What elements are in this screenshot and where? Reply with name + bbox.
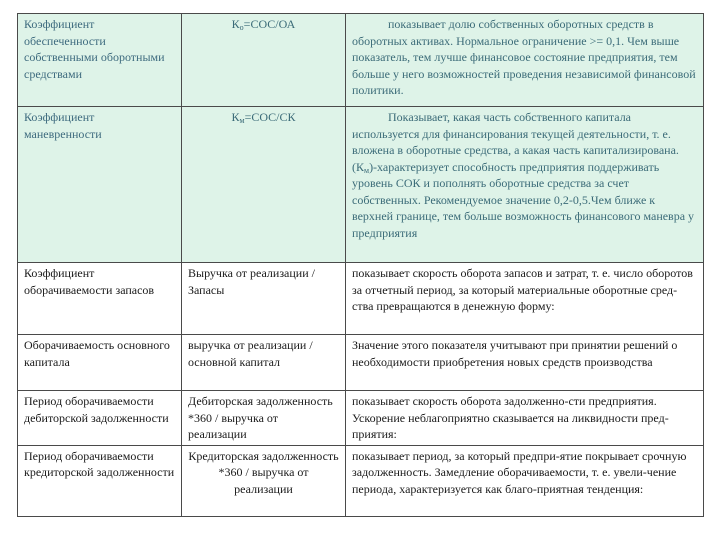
description-text: Показывает, какая часть собственного капитала используется для финансирования текущей деятельности, т. е. вложена в оборотные средства, а какая часть капитализирована. (К [352,110,679,174]
formula-expression: =СОС/ОА [243,17,296,31]
formula-symbol: К [231,17,240,31]
description-text-continued: )-характеризует способность предприятия поддерживать уровень СОК и пополнять оборотные средства за счет собственных. Рекомендуемое значение 0,2-0,5.Чем ближе к верхней границе, тем больше возможность финансового маневра у предприятия [352,159,695,240]
formula-subscript: м [239,116,245,125]
ratio-formula: Выручка от реализации /Запасы [182,263,346,335]
description-text: показывает долю собственных оборотных средств в оборотных активах. Нормальное ограничение >= 0,1. Чем выше показатель, тем лучше финансовое состояние предприятия, тем больше у него возможностей проведения независимой финансовой политики. [352,17,696,97]
formula-subscript: о [239,23,244,32]
table-row [18,335,704,391]
table-row [18,391,704,446]
ratio-description [346,107,704,263]
ratio-formula: Дебиторская задолженность *360 / выручка от реализации [182,391,346,446]
ratio-name: Период оборачиваемости кредиторской задолженности [18,445,182,516]
ratio-name: Оборачиваемость основного капитала [18,335,182,391]
formula-expression: =СОС/СК [244,110,296,124]
ratio-description: Значение этого показателя учитывают при принятии решений о необходимости приобретения новых средств производства [346,335,704,391]
ratio-description: показывает период, за который предпри-ятие покрывает срочную задолженность. Замедление оборачиваемости, т. е. увели-чение периода, характеризуется как благо-приятная тенденция: [346,445,704,516]
table-row [18,14,704,107]
ratio-name: Коэффициент обеспеченности собственными оборотными средствами [18,14,182,107]
ratio-name: Коэффициент оборачиваемости запасов [18,263,182,335]
description-subscript: м [364,165,370,175]
ratio-description: показывает скорость оборота задолженно-сти предприятия. Ускорение неблагоприятно сказывается на ликвидности пред-приятия: [346,391,704,446]
ratio-formula: Кредиторская задолженность *360 / выручка от реализации [182,445,346,516]
ratio-name: Коэффициент маневренности [18,107,182,263]
financial-ratios-table [17,13,704,517]
ratio-description [346,14,704,107]
formula-symbol: К [231,110,240,124]
ratio-description: показывает скорость оборота запасов и затрат, т. е. число оборотов за отчетный период, за который материальные оборотные сред-ства превращаются в денежную форму: [346,263,704,335]
table-row [18,445,704,516]
ratio-formula: выручка от реализации / основной капитал [182,335,346,391]
ratio-formula [182,107,346,263]
table-row [18,107,704,263]
ratio-name: Период оборачиваемости дебиторской задолженности [18,391,182,446]
ratio-formula [182,14,346,107]
table-row [18,263,704,335]
